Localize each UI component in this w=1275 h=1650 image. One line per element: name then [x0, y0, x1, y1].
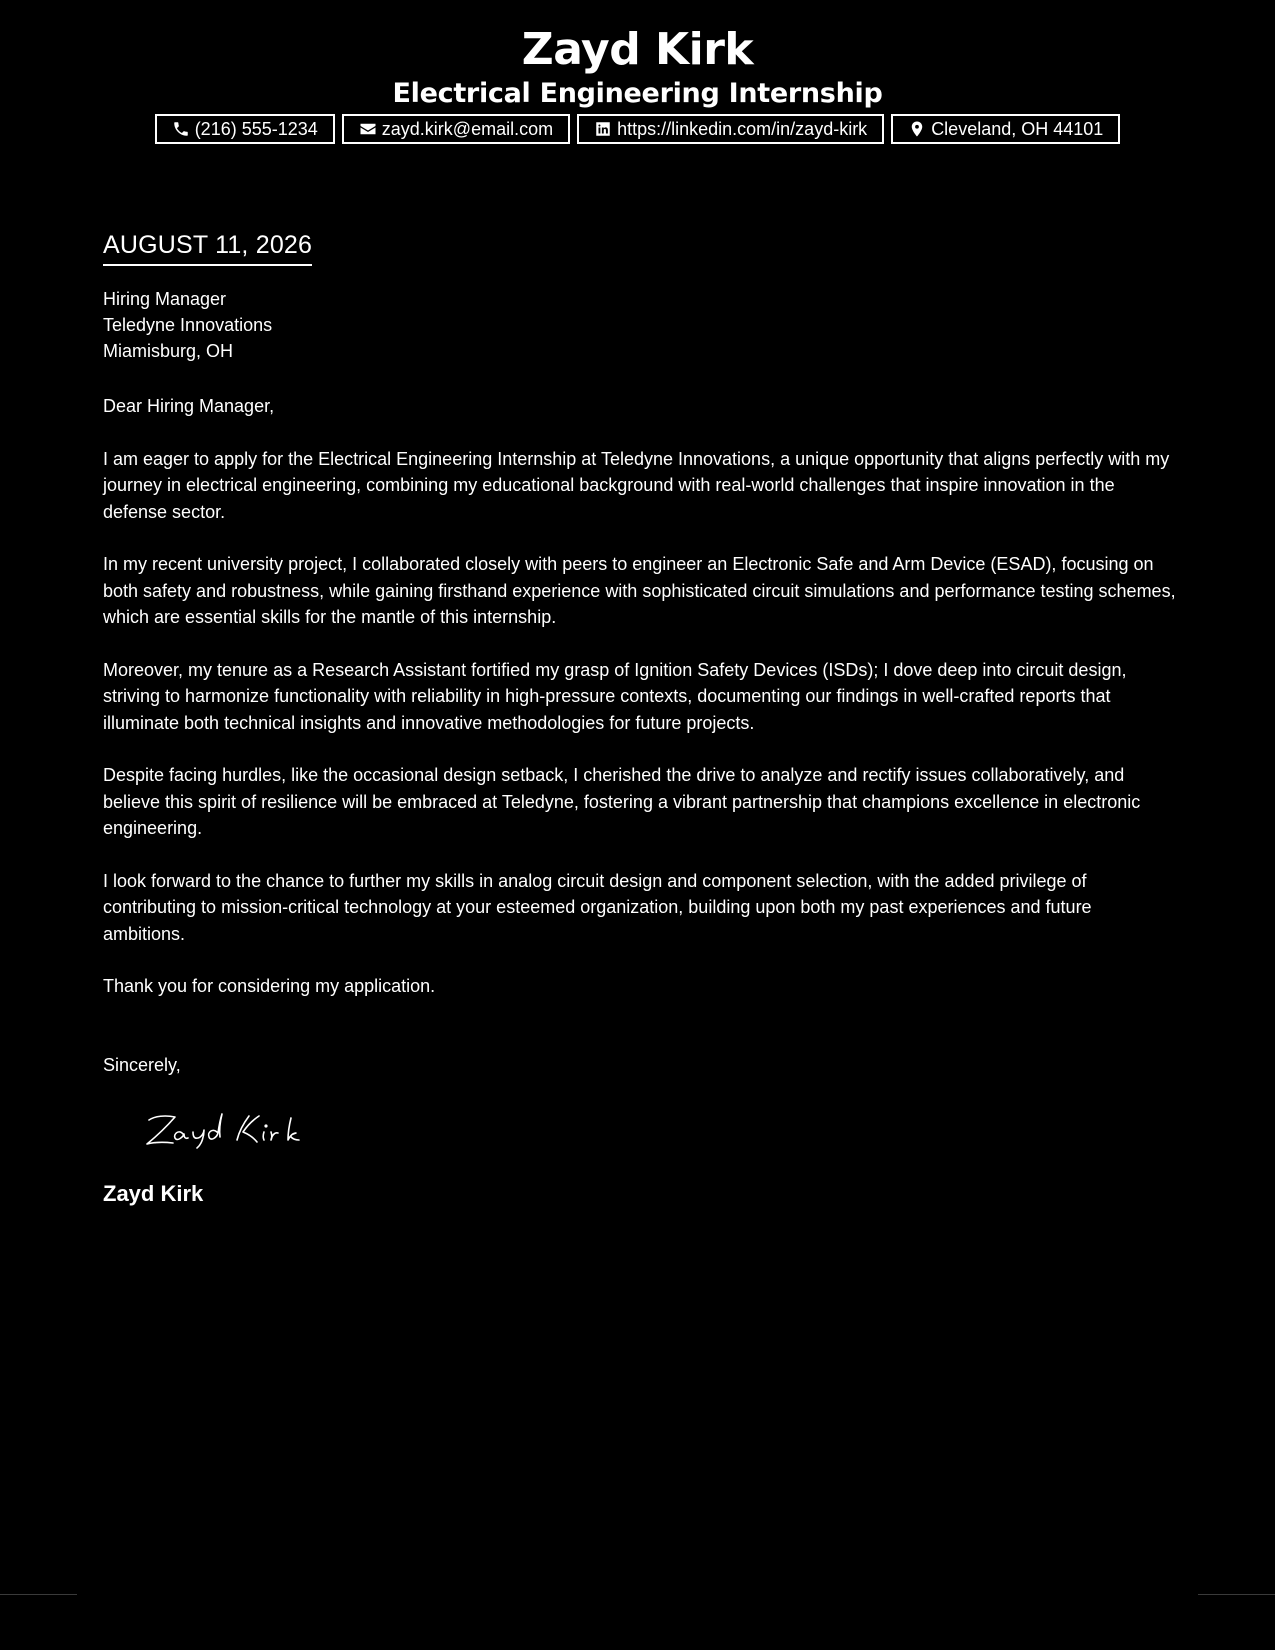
body-paragraph: Despite facing hurdles, like the occasional design setback, I cherished the drive to analyze and rectify issues collaboratively, and believe this spirit of resilience will be embraced at Teledyne, fostering a vibrant partnership that champions excellence in electronic engineering. — [103, 765, 1141, 838]
contact-email[interactable] — [342, 114, 570, 144]
footer-rule-right — [1198, 1594, 1275, 1595]
contact-location-text: Cleveland, OH 44101 — [931, 118, 1104, 139]
contact-phone[interactable] — [155, 114, 335, 144]
letter-body — [103, 228, 1178, 1208]
body-paragraph: Thank you for considering my application. — [103, 976, 436, 996]
contact-bar — [0, 114, 1275, 144]
body-paragraph: In my recent university project, I collaborated closely with peers to engineer an Electronic Safe and Arm Device (ESAD), focusing on both safety and robustness, while gaining firsthand experience with sophisticated circuit simulations and performance testing schemes, which are essential skills for the mantle of this internship. — [103, 554, 1176, 627]
body-paragraph: Moreover, my tenure as a Research Assistant fortified my grasp of Ignition Safety Devices (ISDs); I dove deep into circuit design, striving to harmonize functionality with reliability in high-pressure contexts, documenting our findings in well-crafted reports that illuminate both technical insights and innovative methodologies for future projects. — [103, 659, 1127, 733]
position-title: Electrical Engineering Internship — [392, 78, 883, 109]
contact-linkedin-text: https://linkedin.com/in/zayd-kirk — [617, 118, 868, 139]
recipient-title: Hiring Manager — [103, 289, 227, 309]
map-marker-icon — [908, 120, 926, 138]
contact-phone-text: (216) 555-1234 — [194, 118, 318, 139]
salutation: Dear Hiring Manager, — [103, 396, 275, 416]
contact-location[interactable] — [891, 114, 1120, 144]
contact-email-text: zayd.kirk@email.com — [381, 118, 554, 139]
phone-icon — [172, 120, 190, 138]
closing: Sincerely, — [103, 1054, 181, 1075]
recipient-block — [103, 286, 1178, 364]
linkedin-icon — [594, 120, 612, 138]
body-paragraph: I look forward to the chance to further my skills in analog circuit design and component selection, with the added privilege of contributing to mission-critical technology at your esteemed organization, building upon both my past experiences and future ambitions. — [103, 870, 1092, 944]
signature — [141, 1098, 331, 1158]
applicant-name: Zayd Kirk — [521, 24, 754, 75]
body-paragraph: I am eager to apply for the Electrical Engineering Internship at Teledyne Innovations, a unique opportunity that aligns perfectly with my journey in electrical engineering, combining my educational background with real-world challenges that inspire innovation in the defense sector. — [103, 448, 1170, 522]
recipient-location: Miamisburg, OH — [103, 341, 234, 361]
recipient-company: Teledyne Innovations — [103, 315, 273, 335]
contact-linkedin[interactable] — [577, 114, 884, 144]
letter-header — [0, 22, 1275, 110]
footer-rule-left — [0, 1594, 77, 1595]
signer-name: Zayd Kirk — [103, 1180, 204, 1206]
letter-date: AUGUST 11, 2026 — [103, 228, 312, 266]
envelope-icon — [359, 120, 377, 138]
